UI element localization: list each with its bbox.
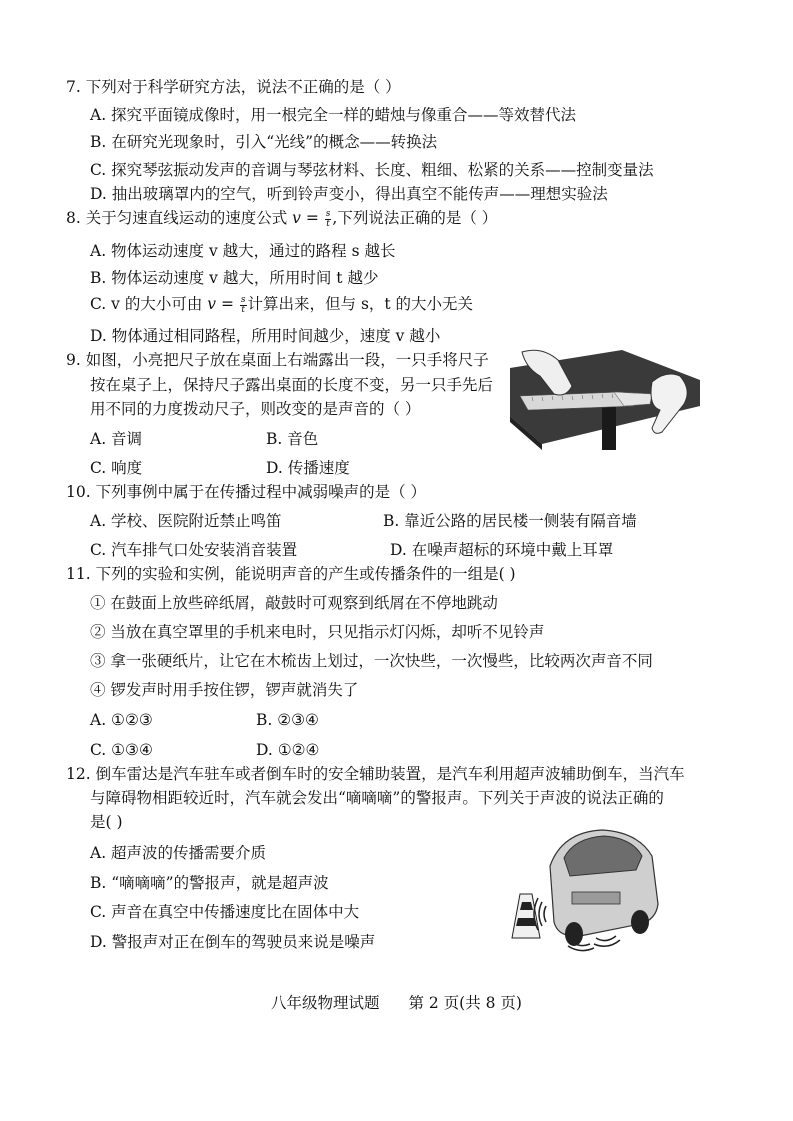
question-11-item-2: ② 当放在真空罩里的手机来电时，只见指示灯闪烁，却听不见铃声 xyxy=(90,623,545,641)
car-license-plate xyxy=(572,892,620,904)
question-12-option-d: D. 警报声对正在倒车的驾驶员来说是噪声 xyxy=(90,933,376,951)
page-footer xyxy=(0,991,793,1013)
question-9-stem-line-3: 用不同的力度拨动尺子，则改变的是声音的（ ） xyxy=(90,400,421,418)
formula-fraction-c xyxy=(240,296,247,315)
question-11-stem: 11. 下列的实验和实例，能说明声音的产生或传播条件的一组是( ) xyxy=(66,565,516,583)
question-12-option-c: C. 声音在真空中传播速度比在固体中大 xyxy=(90,903,360,921)
question-8-option-d: D. 物体通过相同路程，所用时间越少，速度 v 越小 xyxy=(90,327,441,345)
formula-fraction xyxy=(325,210,332,229)
car-wheel-left xyxy=(565,922,583,946)
question-10-option-c: C. 汽车排气口处安装消音装置 xyxy=(90,541,298,559)
formula-numerator-c: s xyxy=(240,294,246,305)
formula-eq-c: = xyxy=(216,295,239,313)
question-10-stem: 10. 下列事例中属于在传播过程中减弱噪声的是（ ） xyxy=(66,483,427,501)
question-11-option-a: A. ①②③ xyxy=(90,711,153,729)
question-9-option-a: A. 音调 xyxy=(90,430,143,448)
question-10-option-a: A. 学校、医院附近禁止鸣笛 xyxy=(90,512,282,530)
formula-denominator-c: t xyxy=(241,304,246,315)
question-9-stem-line-2: 按在桌子上，保持尺子露出桌面的长度不变，另一只手先后 xyxy=(90,376,494,394)
question-8-option-c xyxy=(90,294,473,315)
plucking-hand xyxy=(651,374,687,433)
question-8-option-c-before: C. v 的大小可由 xyxy=(90,295,208,313)
question-7-option-d: D. 抽出玻璃罩内的空气，听到铃声变小，得出真空不能传声——理想实验法 xyxy=(90,185,608,203)
question-12-option-b: B. “嘀嘀嘀”的警报声，就是超声波 xyxy=(90,874,329,892)
question-7-option-a: A. 探究平面镜成像时，用一根完全一样的蜡烛与像重合——等效替代法 xyxy=(90,106,577,124)
question-7-stem: 7. 下列对于科学研究方法，说法不正确的是（ ） xyxy=(66,78,401,96)
table-leg xyxy=(602,406,616,450)
question-11-option-d: D. ①②④ xyxy=(256,741,320,759)
car-wheel-right xyxy=(631,910,649,934)
question-9-option-d: D. 传播速度 xyxy=(266,459,350,477)
question-8-stem-before: 8. 关于匀速直线运动的速度公式 xyxy=(66,209,293,227)
footer-page-number: 第 2 页(共 8 页) xyxy=(408,994,522,1012)
question-11-item-4: ④ 锣发声时用手按住锣，锣声就消失了 xyxy=(90,681,359,699)
question-12-option-a: A. 超声波的传播需要介质 xyxy=(90,844,267,862)
question-11-option-b: B. ②③④ xyxy=(256,711,319,729)
ruler-on-table-figure xyxy=(502,346,700,450)
question-8-stem-after: ,下列说法正确的是（ ） xyxy=(332,209,498,227)
question-10-option-b: B. 靠近公路的居民楼一侧装有隔音墙 xyxy=(383,512,637,530)
formula-v-c: v xyxy=(207,295,217,313)
question-7-option-b: B. 在研究光现象时，引入“光线”的概念——转换法 xyxy=(90,133,438,151)
question-8-stem xyxy=(66,208,497,229)
question-11-option-c: C. ①③④ xyxy=(90,741,153,759)
formula-eq: = xyxy=(300,209,324,227)
question-10-option-d: D. 在噪声超标的环境中戴上耳罩 xyxy=(390,541,614,559)
question-9-option-c: C. 响度 xyxy=(90,459,143,477)
question-12-stem-line-3: 是( ) xyxy=(90,813,123,831)
formula-v: v xyxy=(292,209,301,227)
reversing-car-figure xyxy=(510,826,660,952)
formula-numerator: s xyxy=(325,208,331,219)
traffic-cone xyxy=(512,894,540,938)
formula-denominator: t xyxy=(326,218,330,229)
question-8-option-a: A. 物体运动速度 v 越大，通过的路程 s 越长 xyxy=(90,242,396,260)
question-12-stem-line-2: 与障碍物相距较近时，汽车就会发出“嘀嘀嘀”的警报声。下列关于声波的说法正确的 xyxy=(90,789,664,807)
question-11-item-3: ③ 拿一张硬纸片，让它在木梳齿上划过，一次快些，一次慢些，比较两次声音不同 xyxy=(90,652,653,670)
question-8-option-c-after: 计算出来，但与 s，t 的大小无关 xyxy=(247,295,474,313)
footer-subject: 八年级物理试题 xyxy=(271,994,380,1012)
question-9-stem-line-1: 9. 如图，小亮把尺子放在桌面上右端露出一段，一只手将尺子 xyxy=(66,351,489,369)
question-9-option-b: B. 音色 xyxy=(266,430,319,448)
question-7-option-c: C. 探究琴弦振动发声的音调与琴弦材料、长度、粗细、松紧的关系——控制变量法 xyxy=(90,161,654,179)
question-11-item-1: ① 在鼓面上放些碎纸屑，敲鼓时可观察到纸屑在不停地跳动 xyxy=(90,594,498,612)
question-12-stem-line-1: 12. 倒车雷达是汽车驻车或者倒车时的安全辅助装置，是汽车利用超声波辅助倒车，当汽车 xyxy=(66,765,685,783)
question-8-option-b: B. 物体运动速度 v 越大，所用时间 t 越少 xyxy=(90,269,379,287)
